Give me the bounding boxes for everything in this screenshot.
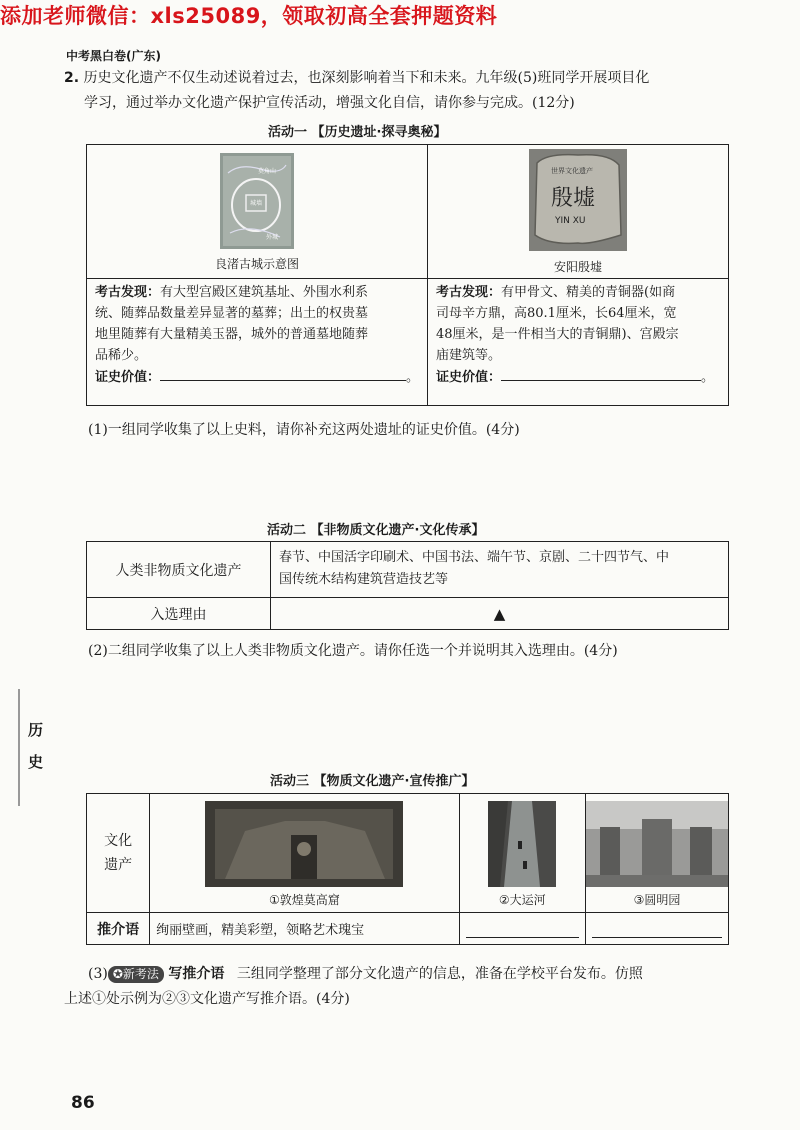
stone-main: 殷墟 [551,186,596,211]
canal-cell [459,794,586,913]
subject-side-tab [18,689,46,806]
map-label-2: 城墙 [250,200,263,207]
ich-list-cell [271,542,729,598]
question-line-1 [64,67,649,87]
reason-label: 入选理由 [150,606,207,623]
canal-caption: ②大运河 [498,893,546,907]
page-header: 中考黑白卷(广东) [66,49,161,63]
yinxu-find-line-4: 庙建筑等。 [436,348,502,363]
reason-value-cell[interactable] [271,598,729,630]
heritage-label-cell [87,794,150,913]
lightbulb-icon: ✪ [112,967,123,981]
yinxu-value-end: 。 [701,370,715,385]
mogao-cell [150,794,459,913]
yinxu-findings-cell [428,279,729,406]
slogan-2-cell[interactable] [459,913,586,945]
slogan-1-cell [150,913,459,945]
yuanmingyuan-cell [586,794,729,913]
liangzhu-find-line-4: 品稀少。 [95,348,148,363]
page-number: 86 [71,1093,95,1113]
ich-list-line-2: 国传统木结构建筑营造技艺等 [279,572,449,587]
sub-question-3-line-1 [88,963,643,983]
liangzhu-find-line-1: 有大型宫殿区建筑基址、外围水利系 [160,285,369,300]
yinxu-find-label: 考古发现： [436,285,502,300]
yinxu-value-label: 证史价值： [436,370,502,385]
grand-canal-image [488,801,556,887]
yinxu-find-line-2: 司母辛方鼎，高80.1厘米，长64厘米，宽 [436,306,677,321]
yuanmingyuan-image [586,801,728,887]
slogan-3-cell[interactable] [586,913,729,945]
activity2-table [86,541,729,630]
side-tab-char-1: 历 [28,721,44,739]
activity1-title: 活动一 【历史遗址·探寻奥秘】 [268,125,447,140]
yuanmingyuan-caption: ③圆明园 [633,893,681,907]
slogan-label: 推介语 [97,921,140,938]
activity1-table [86,144,729,406]
liangzhu-value-end: 。 [406,370,420,385]
sub-question-1: (1)一组同学收集了以上史料，请你补充这两处遗址的证史价值。(4分) [88,422,520,438]
activity2-title: 活动二 【非物质文化遗产·文化传承】 [267,523,485,538]
liangzhu-find-line-3: 地里随葬有大量精美玉器，城外的普通墓地随葬 [95,327,369,342]
watermark-banner: 添加老师微信：xls25089，领取初高全套押题资料 [0,4,498,28]
mogao-caption: ①敦煌莫高窟 [268,893,340,907]
yinxu-caption: 安阳殷墟 [553,260,602,274]
activity3-table [86,793,729,945]
liangzhu-find-label: 考古发现： [95,285,161,300]
sub-question-3-label: 写推介语 [168,966,225,982]
activity3-title: 活动三 【物质文化遗产·宣传推广】 [270,774,475,789]
liangzhu-value-blank[interactable] [160,366,406,381]
heritage-label-2: 遗产 [104,857,133,873]
yinxu-value-blank[interactable] [501,366,701,381]
heritage-label-1: 文化 [104,833,133,849]
yinxu-image-cell [428,145,729,279]
sub-question-3-number: (3) [88,966,108,982]
stone-title: 世界文化遗产 [551,167,593,175]
mogao-image [205,801,403,887]
badge-text: 新考法 [122,967,159,981]
question-text-2: 学习，通过举办文化遗产保护宣传活动，增强文化自信，请你参与完成。(12分) [84,95,575,111]
question-text-1: 历史文化遗产不仅生动述说着过去，也深刻影响着当下和未来。九年级(5)班同学开展项目化 [83,70,650,86]
sub-question-2: (2)二组同学收集了以上人类非物质文化遗产。请你任选一个并说明其入选理由。(4分) [88,643,618,659]
liangzhu-findings-cell [87,279,428,406]
ich-label-cell [87,542,271,598]
sub-question-3-text-1: 三组同学整理了部分文化遗产的信息，准备在学校平台发布。仿照 [236,966,643,982]
slogan-label-cell [87,913,150,945]
yinxu-find-line-1: 有甲骨文、精美的青铜器(如商 [501,285,676,300]
new-method-badge [108,966,164,983]
slogan-1: 绚丽壁画，精美彩塑，领略艺术瑰宝 [156,923,365,938]
side-tab-char-2: 史 [28,753,44,771]
yinxu-stone-image [529,149,627,251]
yinxu-find-line-3: 48厘米，是一件相当大的青铜鼎)、宫殿宗 [436,327,679,342]
reason-placeholder-triangle: ▲ [493,604,506,623]
slogan-3-blank[interactable] [592,936,722,938]
map-label-3: 外城 [266,234,279,241]
map-label-1: 莫角山 [258,168,277,175]
liangzhu-find-line-2: 统、随葬品数量差异显著的墓葬；出土的权贵墓 [95,306,369,321]
reason-label-cell [87,598,271,630]
stone-pinyin: YIN XU [555,216,586,226]
slogan-2-blank[interactable] [466,936,580,938]
liangzhu-image-cell [87,145,428,279]
ich-label: 人类非物质文化遗产 [115,562,242,579]
question-number: 2. [64,70,80,86]
liangzhu-value-label: 证史价值： [95,370,161,385]
liangzhu-map-image [220,153,294,249]
liangzhu-caption: 良渚古城示意图 [214,257,299,271]
ich-list-line-1: 春节、中国活字印刷术、中国书法、端午节、京剧、二十四节气、中 [279,550,670,565]
sub-question-3-line-2: 上述①处示例为②③文化遗产写推介语。(4分) [64,991,350,1007]
